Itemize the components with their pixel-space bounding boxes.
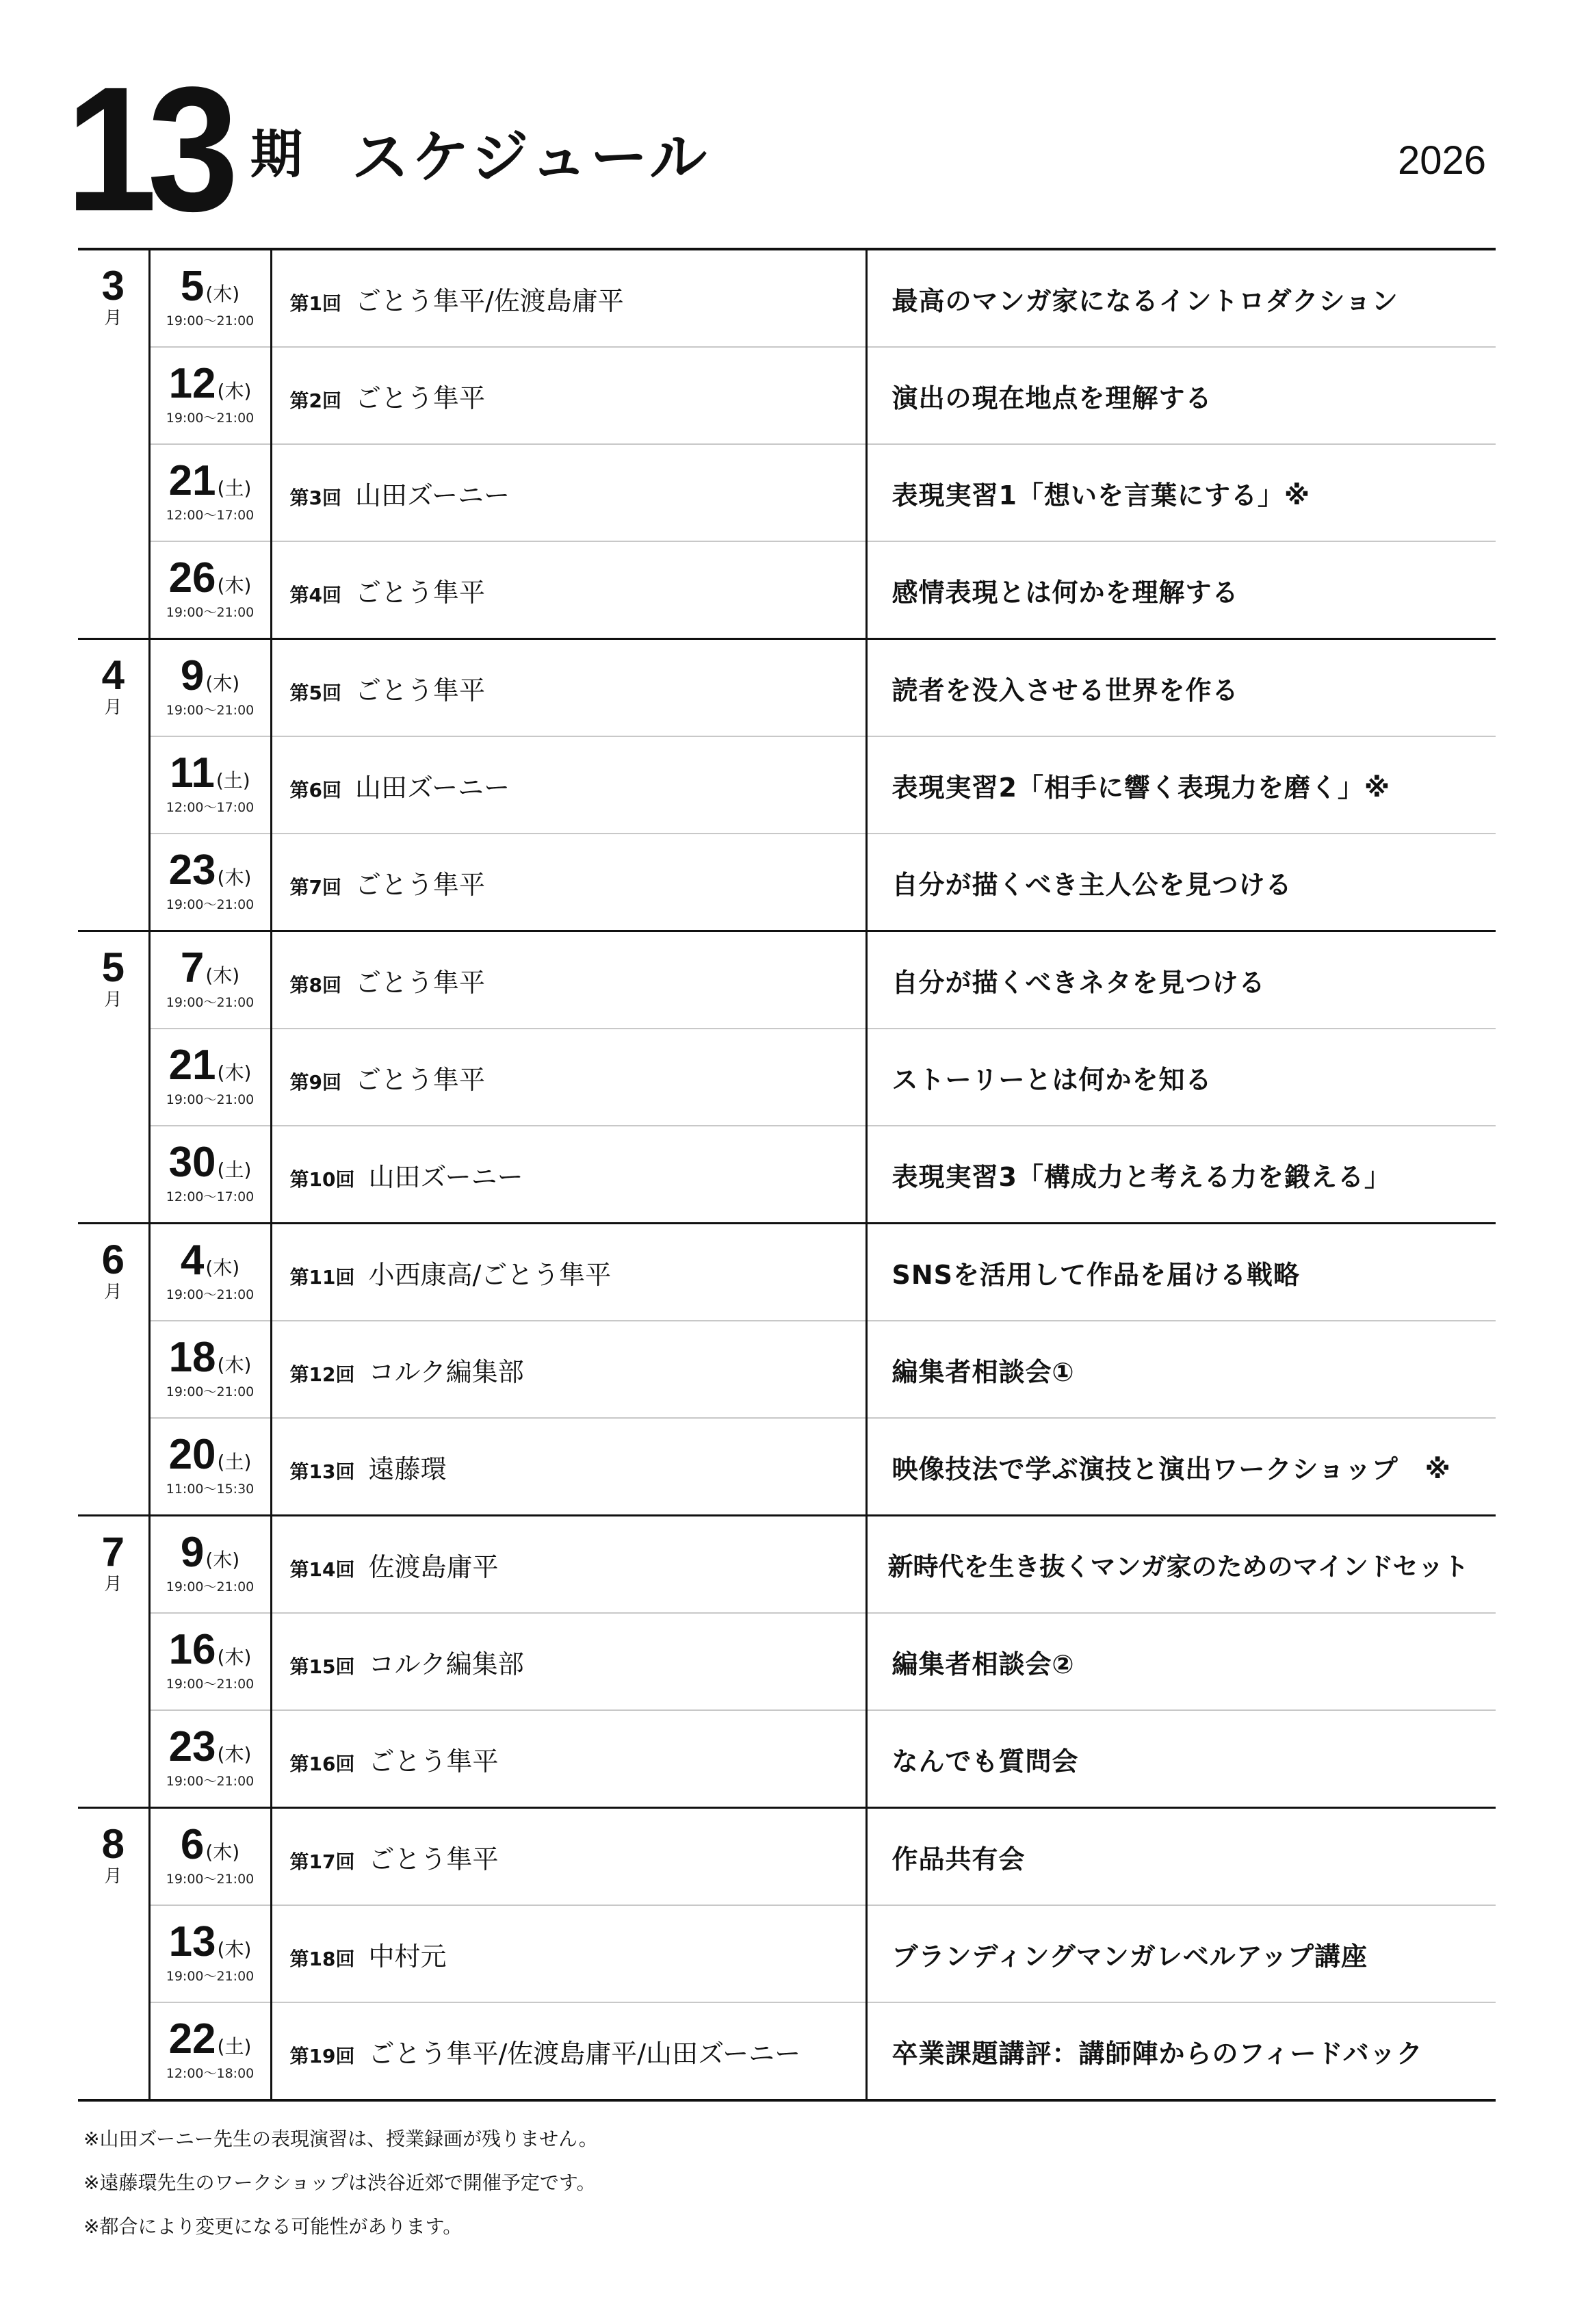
lecture-cell xyxy=(271,1710,866,1808)
topic-cell xyxy=(866,931,1496,1029)
lecture-cell xyxy=(271,541,866,639)
schedule-table xyxy=(78,248,1496,2102)
day-number: 7 xyxy=(180,944,205,992)
day-number: 9 xyxy=(180,1529,205,1576)
schedule-row xyxy=(78,1418,1496,1516)
session-topic: 編集者相談会② xyxy=(891,1649,1075,1679)
session-topic: 新時代を生き抜くマンガ家のためのマインドセット xyxy=(887,1552,1469,1581)
schedule-row xyxy=(78,1321,1496,1418)
time-range: 19:00〜21:00 xyxy=(166,1384,255,1399)
page-title: スケジュール xyxy=(352,124,710,191)
day-number: 21 xyxy=(168,1042,216,1089)
topic-cell xyxy=(866,1321,1496,1418)
session-topic: SNSを活用して作品を届ける戦略 xyxy=(891,1259,1301,1290)
session-number: 第9回 xyxy=(289,1070,341,1094)
session-topic: 卒業課題講評：講師陣からのフィードバック xyxy=(891,2038,1423,2069)
weekday: (木) xyxy=(205,1841,240,1863)
date-cell xyxy=(149,541,271,639)
session-topic: 自分が描くべき主人公を見つける xyxy=(891,869,1292,900)
date-cell xyxy=(149,736,271,834)
weekday: (土) xyxy=(216,769,250,792)
session-topic: ストーリーとは何かを知る xyxy=(891,1064,1212,1095)
day-number: 11 xyxy=(170,749,215,797)
session-topic: ブランディングマンガレベルアップ講座 xyxy=(891,1941,1368,1972)
month-number: 8 xyxy=(101,1821,125,1867)
day-number: 23 xyxy=(168,847,216,894)
session-number: 第18回 xyxy=(289,1947,355,1970)
day-number: 5 xyxy=(180,263,205,310)
weekday: (木) xyxy=(205,1256,240,1279)
month-cell xyxy=(78,444,149,541)
session-topic: 表現実習1「想いを言葉にする」※ xyxy=(891,480,1310,511)
lecture-cell xyxy=(271,347,866,444)
weekday: (木) xyxy=(217,1646,252,1668)
lecturer-name: 小西康高/ごとう隼平 xyxy=(368,1259,612,1290)
weekday: (木) xyxy=(205,1549,240,1571)
month-cell xyxy=(78,1808,149,1906)
session-number: 第12回 xyxy=(289,1363,355,1386)
topic-cell xyxy=(866,541,1496,639)
month-cell xyxy=(78,639,149,737)
day-number: 6 xyxy=(180,1821,205,1868)
month-unit: 月 xyxy=(104,1574,122,1594)
schedule-row xyxy=(78,834,1496,931)
topic-cell xyxy=(866,1029,1496,1126)
lecture-cell xyxy=(271,834,866,931)
lecturer-name: ごとう隼平/佐渡島庸平 xyxy=(354,285,624,316)
lecturer-name: 山田ズーニー xyxy=(354,480,510,511)
topic-cell xyxy=(866,1516,1496,1614)
time-range: 19:00〜21:00 xyxy=(166,313,255,328)
lecturer-name: ごとう隼平 xyxy=(354,577,485,608)
lecture-cell xyxy=(271,1029,866,1126)
lecturer-name: ごとう隼平 xyxy=(368,1844,499,1874)
topic-cell xyxy=(866,1613,1496,1710)
session-topic: 編集者相談会① xyxy=(891,1356,1075,1387)
month-cell xyxy=(78,834,149,931)
day-number: 23 xyxy=(168,1723,216,1770)
weekday: (木) xyxy=(217,380,252,402)
time-range: 19:00〜21:00 xyxy=(166,1677,255,1692)
topic-cell xyxy=(866,639,1496,737)
weekday: (木) xyxy=(217,1061,252,1084)
schedule-row xyxy=(78,1808,1496,1906)
term-number: 13 xyxy=(66,49,229,248)
month-cell xyxy=(78,541,149,639)
lecturer-name: ごとう隼平 xyxy=(354,967,485,998)
lecturer-name: ごとう隼平/佐渡島庸平/山田ズーニー xyxy=(368,2038,801,2069)
month-cell xyxy=(78,347,149,444)
session-topic: なんでも質問会 xyxy=(891,1746,1079,1777)
day-number: 4 xyxy=(180,1237,205,1284)
month-cell xyxy=(78,1029,149,1126)
schedule-row xyxy=(78,1516,1496,1614)
date-cell xyxy=(149,1905,271,2002)
month-unit: 月 xyxy=(104,1282,122,1302)
month-cell xyxy=(78,1126,149,1224)
month-cell xyxy=(78,1613,149,1710)
month-cell xyxy=(78,1710,149,1808)
lecture-cell xyxy=(271,1516,866,1614)
weekday: (木) xyxy=(205,964,240,987)
weekday: (土) xyxy=(217,1451,252,1473)
topic-cell xyxy=(866,444,1496,541)
time-range: 19:00〜21:00 xyxy=(166,1287,255,1302)
topic-cell xyxy=(866,1808,1496,1906)
schedule-row xyxy=(78,1710,1496,1808)
session-topic: 感情表現とは何かを理解する xyxy=(891,577,1239,608)
month-number: 5 xyxy=(101,944,125,990)
topic-cell xyxy=(866,1126,1496,1224)
date-cell xyxy=(149,1224,271,1321)
time-range: 19:00〜21:00 xyxy=(166,995,255,1010)
time-range: 12:00〜17:00 xyxy=(166,508,255,523)
month-cell xyxy=(78,736,149,834)
lecture-cell xyxy=(271,1224,866,1321)
date-cell xyxy=(149,1029,271,1126)
lecturer-name: ごとう隼平 xyxy=(354,383,485,413)
month-cell xyxy=(78,2002,149,2100)
time-range: 12:00〜17:00 xyxy=(166,1189,255,1204)
lecture-cell xyxy=(271,1418,866,1516)
weekday: (土) xyxy=(217,2035,252,2058)
lecturer-name: コルク編集部 xyxy=(368,1649,524,1679)
session-topic: 演出の現在地点を理解する xyxy=(891,383,1212,413)
time-range: 19:00〜21:00 xyxy=(166,605,255,620)
lecture-cell xyxy=(271,1321,866,1418)
day-number: 12 xyxy=(168,360,216,407)
time-range: 19:00〜21:00 xyxy=(166,1092,255,1107)
weekday: (木) xyxy=(217,1938,252,1961)
day-number: 16 xyxy=(168,1626,216,1673)
session-topic: 自分が描くべきネタを見つける xyxy=(891,967,1266,998)
time-range: 19:00〜21:00 xyxy=(166,1774,255,1789)
time-range: 11:00〜15:30 xyxy=(166,1482,255,1497)
day-number: 18 xyxy=(168,1334,216,1381)
weekday: (木) xyxy=(217,1354,252,1376)
lecture-cell xyxy=(271,444,866,541)
topic-cell xyxy=(866,249,1496,347)
session-number: 第11回 xyxy=(289,1265,355,1289)
month-number: 4 xyxy=(101,652,125,698)
time-range: 19:00〜21:00 xyxy=(166,1969,255,1984)
session-number: 第16回 xyxy=(289,1752,355,1775)
lecturer-name: 遠藤環 xyxy=(368,1454,447,1484)
topic-cell xyxy=(866,736,1496,834)
date-cell xyxy=(149,444,271,541)
month-unit: 月 xyxy=(104,308,122,328)
date-cell xyxy=(149,834,271,931)
note-2: ※遠藤環先生のワークショップは渋谷近郊で開催予定です。 xyxy=(83,2171,596,2194)
schedule-row xyxy=(78,1029,1496,1126)
term-suffix: 期 xyxy=(250,124,302,185)
schedule-row xyxy=(78,1613,1496,1710)
lecturer-name: ごとう隼平 xyxy=(368,1746,499,1777)
date-cell xyxy=(149,1418,271,1516)
session-topic: 表現実習3「構成力と考える力を鍛える」 xyxy=(891,1161,1391,1192)
session-number: 第5回 xyxy=(289,681,341,704)
date-cell xyxy=(149,931,271,1029)
session-number: 第4回 xyxy=(289,583,341,606)
session-number: 第2回 xyxy=(289,389,341,412)
lecturer-name: 山田ズーニー xyxy=(354,772,510,803)
weekday: (木) xyxy=(217,574,252,597)
session-number: 第8回 xyxy=(289,973,341,996)
month-number: 7 xyxy=(101,1529,125,1575)
month-cell xyxy=(78,1224,149,1321)
lecturer-name: ごとう隼平 xyxy=(354,675,485,706)
session-number: 第19回 xyxy=(289,2044,355,2067)
month-cell xyxy=(78,1321,149,1418)
topic-cell xyxy=(866,834,1496,931)
weekday: (土) xyxy=(217,477,252,500)
session-number: 第3回 xyxy=(289,486,341,509)
weekday: (木) xyxy=(217,1743,252,1766)
note-3: ※都合により変更になる可能性があります。 xyxy=(83,2215,463,2238)
date-cell xyxy=(149,1808,271,1906)
session-topic: 表現実習2「相手に響く表現力を磨く」※ xyxy=(891,772,1390,803)
time-range: 19:00〜21:00 xyxy=(166,411,255,426)
lecture-cell xyxy=(271,1808,866,1906)
month-unit: 月 xyxy=(104,990,122,1010)
time-range: 19:00〜21:00 xyxy=(166,703,255,718)
weekday: (木) xyxy=(217,866,252,889)
lecturer-name: ごとう隼平 xyxy=(354,869,485,900)
date-cell xyxy=(149,1710,271,1808)
lecture-cell xyxy=(271,2002,866,2100)
session-number: 第15回 xyxy=(289,1655,355,1678)
schedule-row xyxy=(78,1905,1496,2002)
session-topic: 映像技法で学ぶ演技と演出ワークショップ ※ xyxy=(891,1454,1451,1484)
topic-cell xyxy=(866,1224,1496,1321)
weekday: (木) xyxy=(205,672,240,695)
note-1: ※山田ズーニー先生の表現演習は、授業録画が残りません。 xyxy=(83,2128,598,2150)
session-number: 第14回 xyxy=(289,1558,355,1581)
date-cell xyxy=(149,1613,271,1710)
day-number: 9 xyxy=(180,652,205,699)
month-unit: 月 xyxy=(104,1866,122,1887)
session-number: 第17回 xyxy=(289,1850,355,1873)
schedule-row xyxy=(78,444,1496,541)
lecture-cell xyxy=(271,1905,866,2002)
month-cell xyxy=(78,1516,149,1614)
month-cell xyxy=(78,249,149,347)
date-cell xyxy=(149,639,271,737)
lecture-cell xyxy=(271,1126,866,1224)
month-cell xyxy=(78,1905,149,2002)
topic-cell xyxy=(866,1418,1496,1516)
lecture-cell xyxy=(271,931,866,1029)
date-cell xyxy=(149,1321,271,1418)
schedule-row xyxy=(78,736,1496,834)
session-number: 第13回 xyxy=(289,1460,355,1483)
time-range: 19:00〜21:00 xyxy=(166,1872,255,1887)
date-cell xyxy=(149,347,271,444)
lecturer-name: 佐渡島庸平 xyxy=(368,1551,499,1582)
month-number: 6 xyxy=(101,1237,125,1282)
month-unit: 月 xyxy=(104,697,122,718)
notes xyxy=(83,2130,598,2261)
session-number: 第1回 xyxy=(289,292,341,315)
month-cell xyxy=(78,1418,149,1516)
lecturer-name: 山田ズーニー xyxy=(368,1161,523,1192)
lecture-cell xyxy=(271,639,866,737)
year-label: 2026 xyxy=(1397,138,1486,183)
weekday: (土) xyxy=(217,1159,252,1181)
time-range: 19:00〜21:00 xyxy=(166,897,255,912)
lecturer-name: ごとう隼平 xyxy=(354,1064,485,1095)
date-cell xyxy=(149,1126,271,1224)
time-range: 12:00〜17:00 xyxy=(166,800,255,815)
schedule-row xyxy=(78,1126,1496,1224)
session-number: 第7回 xyxy=(289,875,341,899)
day-number: 30 xyxy=(168,1139,216,1186)
session-topic: 作品共有会 xyxy=(891,1844,1026,1874)
session-topic: 読者を没入させる世界を作る xyxy=(891,675,1239,706)
session-number: 第6回 xyxy=(289,778,341,801)
month-number: 3 xyxy=(101,263,125,309)
schedule-row xyxy=(78,1224,1496,1321)
day-number: 22 xyxy=(168,2015,216,2063)
day-number: 21 xyxy=(168,457,216,504)
schedule-row xyxy=(78,347,1496,444)
lecture-cell xyxy=(271,736,866,834)
date-cell xyxy=(149,249,271,347)
schedule-row xyxy=(78,639,1496,737)
day-number: 13 xyxy=(168,1918,216,1965)
topic-cell xyxy=(866,1905,1496,2002)
month-cell xyxy=(78,931,149,1029)
schedule-row xyxy=(78,249,1496,347)
session-topic: 最高のマンガ家になるイントロダクション xyxy=(891,285,1398,316)
date-cell xyxy=(149,1516,271,1614)
lecture-cell xyxy=(271,249,866,347)
weekday: (木) xyxy=(205,283,240,305)
time-range: 12:00〜18:00 xyxy=(166,2066,255,2081)
day-number: 26 xyxy=(168,554,216,602)
schedule-row xyxy=(78,541,1496,639)
day-number: 20 xyxy=(168,1431,216,1478)
lecturer-name: 中村元 xyxy=(368,1941,447,1972)
topic-cell xyxy=(866,347,1496,444)
topic-cell xyxy=(866,2002,1496,2100)
topic-cell xyxy=(866,1710,1496,1808)
schedule-row xyxy=(78,931,1496,1029)
schedule-body xyxy=(78,249,1496,2100)
lecturer-name: コルク編集部 xyxy=(368,1356,524,1387)
time-range: 19:00〜21:00 xyxy=(166,1579,255,1594)
lecture-cell xyxy=(271,1613,866,1710)
date-cell xyxy=(149,2002,271,2100)
session-number: 第10回 xyxy=(289,1167,355,1191)
schedule-row xyxy=(78,2002,1496,2100)
